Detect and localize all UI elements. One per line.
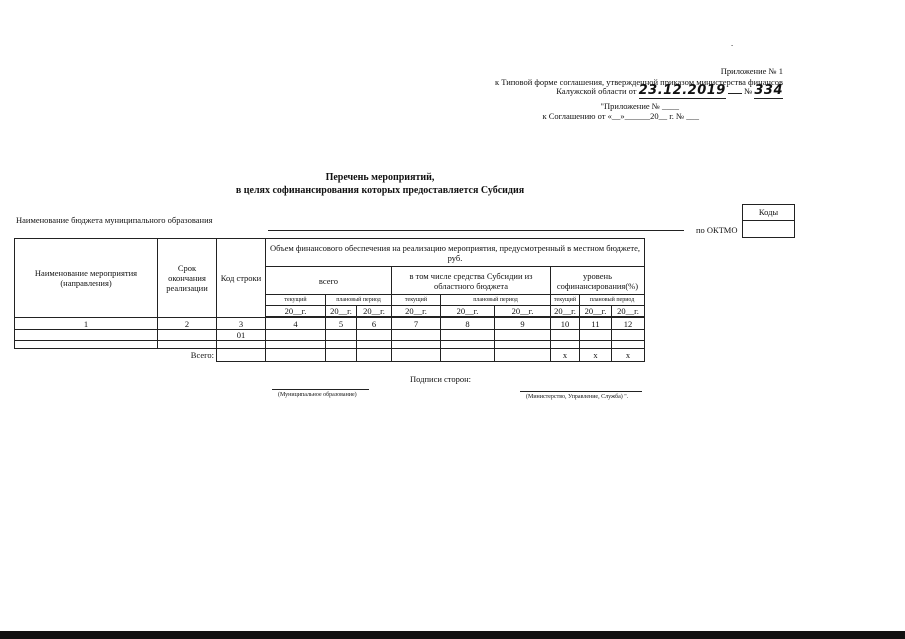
header-year-11: 20__г. xyxy=(580,306,612,317)
table-total-row xyxy=(15,349,645,362)
header-event-name: Наименование мероприятия (направления) xyxy=(15,239,158,318)
signature-line-left xyxy=(272,389,369,390)
appendix-number: 334 xyxy=(754,83,783,98)
signature-line-right xyxy=(520,391,642,392)
total-x-11: x xyxy=(580,349,612,362)
signature-caption-left: (Муниципальное образование) xyxy=(278,392,357,398)
corner-dot: . xyxy=(731,38,734,48)
signature-caption-right: (Министерство, Управление, Служба) ". xyxy=(526,394,629,400)
total-x-10: x xyxy=(551,349,580,362)
header-year-12: 20__г. xyxy=(612,306,645,317)
appendix-line-5: к Соглашению от «__»______20__ г. № ___ xyxy=(542,111,699,121)
header-year-4: 20__г. xyxy=(266,306,326,317)
header-year-6: 20__г. xyxy=(357,306,392,317)
col-number-9: 9 xyxy=(495,318,551,330)
appendix-line-4: "Приложение № ____ xyxy=(600,101,679,111)
col-number-3: 3 xyxy=(217,318,266,330)
col-number-8: 8 xyxy=(441,318,495,330)
total-x-12: x xyxy=(612,349,645,362)
col-number-5: 5 xyxy=(326,318,357,330)
header-group-level: уровень софинансирования(%) xyxy=(551,267,645,295)
appendix-line-3 xyxy=(556,83,783,98)
header-year-10: 20__г. xyxy=(551,306,580,317)
budget-name-underline xyxy=(268,230,684,231)
header-current-1: текущий xyxy=(266,295,326,306)
col-number-1: 1 xyxy=(15,318,158,330)
total-label: Всего: xyxy=(15,349,217,362)
budget-name-label: Наименование бюджета муниципального образования xyxy=(16,215,213,225)
header-row-code: Код строки xyxy=(217,239,266,318)
appendix-date: 23.12.2019 xyxy=(638,83,726,98)
header-year-7: 20__г. xyxy=(392,306,441,317)
header-current-2: текущий xyxy=(392,295,441,306)
header-year-5: 20__г. xyxy=(326,306,357,317)
codes-header-box xyxy=(742,204,795,221)
header-year-8: 20__г. xyxy=(441,306,495,317)
oktmo-label: по ОКТМО xyxy=(696,225,738,235)
appendix-number-label: № xyxy=(744,86,753,96)
col-number-11: 11 xyxy=(580,318,612,330)
header-group-subsidy: в том числе средства Субсидии из областного бюджета xyxy=(392,267,551,295)
header-year-9: 20__г. xyxy=(495,306,551,317)
table-row xyxy=(15,341,645,349)
col-number-7: 7 xyxy=(392,318,441,330)
document-title-line-2: в целях софинансирования которых предоставляется Субсидия xyxy=(235,185,525,196)
col-number-4: 4 xyxy=(266,318,326,330)
signatures-title: Подписи сторон: xyxy=(410,374,472,384)
header-financial-volume: Объем финансового обеспечения на реализацию мероприятия, предусмотренный в местном бюджете, руб. xyxy=(266,239,645,267)
oktmo-code-box xyxy=(742,220,795,238)
document-title-line-1: Перечень мероприятий, xyxy=(325,172,435,183)
header-plan-2: плановый период xyxy=(441,295,551,306)
appendix-line-1: Приложение № 1 xyxy=(720,66,783,76)
col-number-10: 10 xyxy=(551,318,580,330)
header-deadline: Срок окончания реализации xyxy=(158,239,217,318)
col-number-2: 2 xyxy=(158,318,217,330)
row-code: 01 xyxy=(217,330,266,341)
header-plan-3: плановый период xyxy=(580,295,645,306)
codes-label: Коды xyxy=(758,207,779,217)
appendix-date-prefix: Калужской области от xyxy=(556,86,637,96)
events-table xyxy=(14,238,645,362)
table-row xyxy=(15,330,645,341)
scan-edge xyxy=(0,631,905,639)
header-current-3: текущий xyxy=(551,295,580,306)
col-number-12: 12 xyxy=(612,318,645,330)
appendix-line-2: к Типовой форме соглашения, утвержденной приказом министерства финансов xyxy=(494,77,783,87)
header-group-total: всего xyxy=(266,267,392,295)
header-plan-1: плановый период xyxy=(326,295,392,306)
col-number-6: 6 xyxy=(357,318,392,330)
